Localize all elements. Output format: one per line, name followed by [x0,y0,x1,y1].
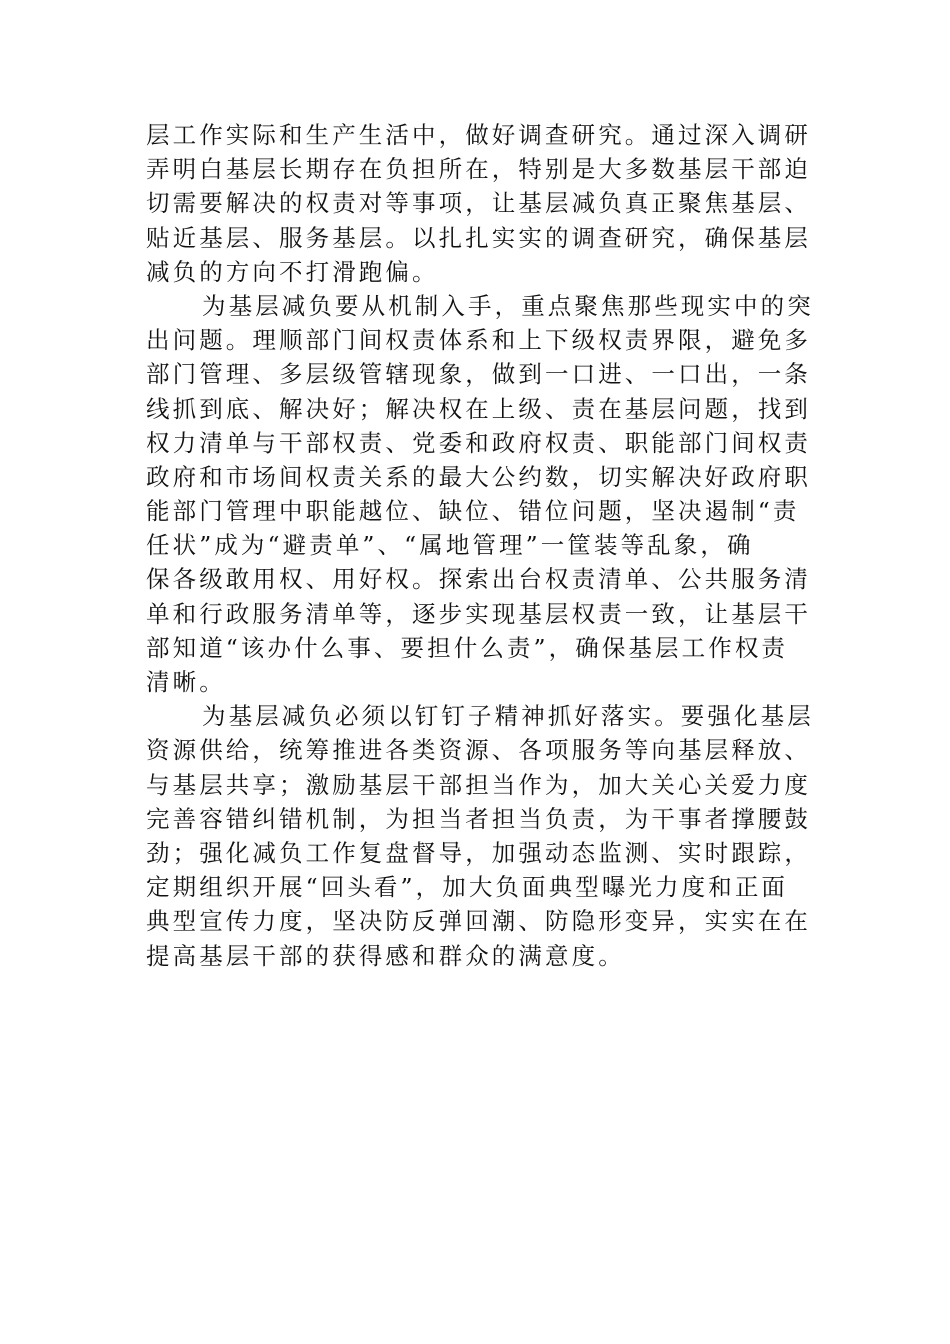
paragraph-start-line: 为基层减负必须以钉钉子精神抓好落实。要强化基层 [202,702,814,731]
text-line: 劲；强化减负工作复盘督导，加强动态监测、实时跟踪， [146,838,811,867]
text-line: 与基层共享；激励基层干部担当作为，加大关心关爱力度 [146,770,811,799]
text-line: 任状”成为“避责单”、“属地管理”一筐装等乱象，确 [146,531,754,560]
text-line: 层工作实际和生产生活中，做好调查研究。通过深入调研 [146,121,811,149]
text-line: 线抓到底、解决好；解决权在上级、责在基层问题，找到 [146,394,811,423]
text-line: 部知道“该办什么事、要担什么责”，确保基层工作权责 [146,633,789,662]
body-text [146,118,814,973]
text-line: 权力清单与干部权责、党委和政府权责、职能部门间权责 [146,428,811,457]
text-line: 能部门管理中职能越位、缺位、错位问题，坚决遏制“责 [146,497,800,526]
text-line: 单和行政服务清单等，逐步实现基层权责一致，让基层干 [146,599,811,628]
text-line: 提高基层干部的获得感和群众的满意度。 [146,941,625,970]
text-line: 定期组织开展“回头看”，加大负面典型曝光力度和正面 [146,873,789,902]
text-line: 清晰。 [146,668,226,696]
text-line: 政府和市场间权责关系的最大公约数，切实解决好政府职 [146,462,811,491]
text-line: 弄明白基层长期存在负担所在，特别是大多数基层干部迫 [146,155,811,184]
text-line: 出问题。理顺部门间权责体系和上下级权责界限，避免多 [146,326,811,355]
text-line: 贴近基层、服务基层。以扎扎实实的调查研究，确保基层 [146,223,811,252]
text-line: 完善容错纠错机制，为担当者担当负责，为干事者撑腰鼓 [146,804,811,833]
text-line: 资源供给，统筹推进各类资源、各项服务等向基层释放、 [146,736,811,765]
text-line: 部门管理、多层级管辖现象，做到一口进、一口出，一条 [146,360,811,389]
text-line: 减负的方向不打滑跑偏。 [146,257,439,286]
text-line: 典型宣传力度，坚决防反弹回潮、防隐形变异，实实在在 [146,907,811,936]
text-line: 保各级敢用权、用好权。探索出台权责清单、公共服务清 [146,565,811,594]
text-line: 切需要解决的权责对等事项，让基层减负真正聚焦基层、 [146,189,811,218]
paragraph-start-line: 为基层减负要从机制入手，重点聚焦那些现实中的突 [202,291,814,320]
